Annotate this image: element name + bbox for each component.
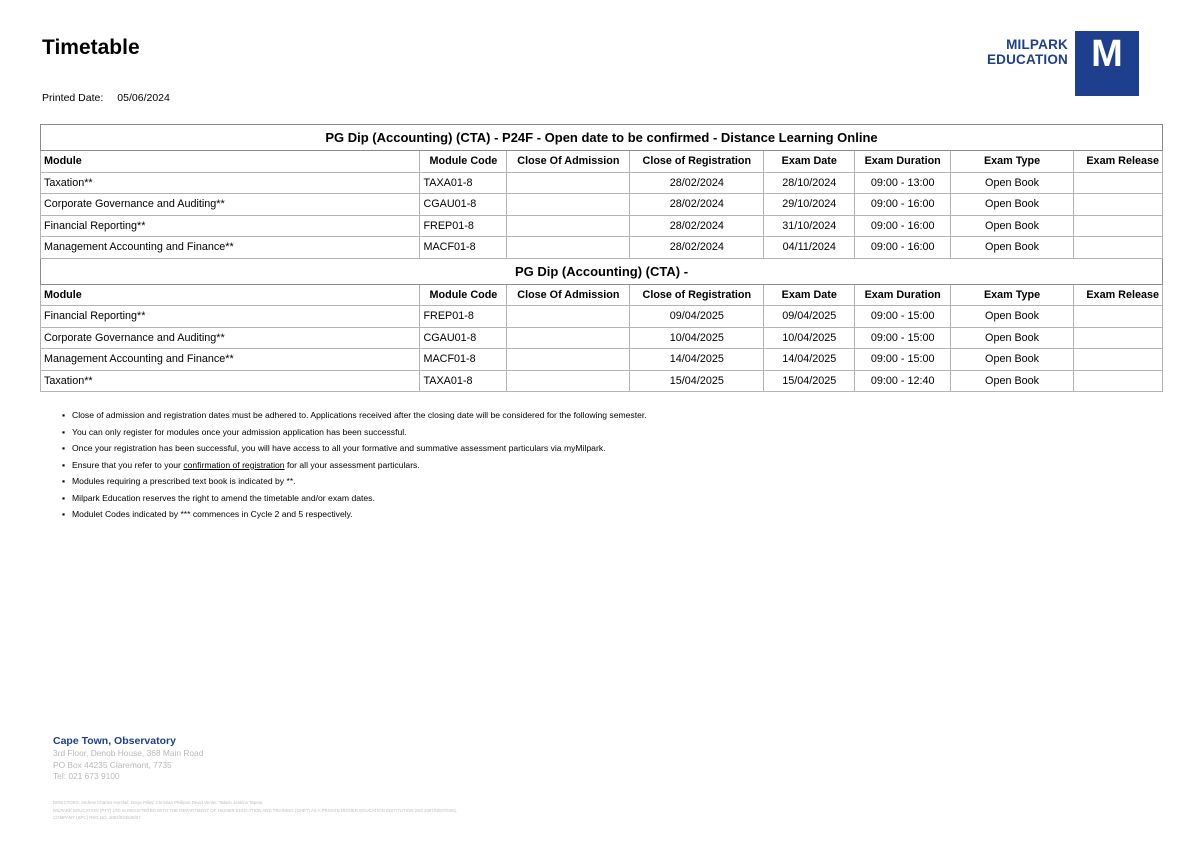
module-code-cell: FREP01-8 (420, 306, 507, 328)
column-header: Exam Release (1073, 151, 1162, 173)
logo-wordmark (962, 37, 1068, 67)
logo-line-1: MILPARK (1006, 37, 1068, 52)
column-header: Exam Date (764, 151, 855, 173)
exam-type-cell: Open Book (951, 349, 1074, 371)
column-header: Module Code (420, 151, 507, 173)
exam-duration-cell: 09:00 - 15:00 (855, 327, 951, 349)
note-item (62, 491, 647, 508)
table-row (41, 327, 1163, 349)
module-cell: Taxation** (41, 370, 420, 392)
footer-directors: DIRECTORS: Andrew Charles Horsfall, Divya Pillay, Christian Phillipus Devid Venter, Tabelo Jenkins Tapela (53, 800, 263, 805)
exam-release-cell (1073, 370, 1162, 392)
logo-line-2: EDUCATION (986, 52, 1068, 67)
bullet-icon: ▪ (62, 443, 66, 453)
note-item (62, 507, 647, 524)
close-of-registration-cell: 10/04/2025 (630, 327, 764, 349)
exam-duration-cell: 09:00 - 12:40 (855, 370, 951, 392)
note-text: Once your registration has been successful, you will have access to all your formative and summative assessment particulars via myMilpark. (72, 443, 606, 453)
exam-date-cell: 15/04/2025 (764, 370, 855, 392)
footer-registration: MILPARK EDUCATION (PTY) LTD IS REGISTERED WITH THE DEPARTMENT OF HIGHER EDUCATION AND TRAINING (DHET) AS A PRIVATE HIGHER EDUCATION INSTITUTION (NO 2007/HE07/005). (53, 807, 458, 813)
bullet-icon: ▪ (62, 509, 66, 519)
note-text: You can only register for modules once your admission application has been successful. (72, 426, 407, 437)
exam-duration-cell: 09:00 - 16:00 (855, 194, 951, 216)
printed-date-value: 05/06/2024 (117, 92, 170, 104)
close-of-registration-cell: 28/02/2024 (630, 172, 764, 194)
timetable-table (40, 124, 1163, 392)
exam-type-cell: Open Book (951, 194, 1074, 216)
close-of-admission-cell (507, 370, 630, 392)
module-code-cell: MACF01-8 (420, 237, 507, 259)
exam-duration-cell: 09:00 - 16:00 (855, 215, 951, 237)
table-row (41, 349, 1163, 371)
module-cell: Corporate Governance and Auditing** (41, 327, 420, 349)
footer-phone: Tel: 021 673 9100 (53, 771, 120, 781)
footer-company-reg: COMPANY (SPC) REG NO. 2004/023548/07 (53, 815, 141, 820)
column-header: Module (41, 151, 420, 173)
printed-date (42, 92, 170, 104)
note-item (62, 474, 647, 491)
exam-type-cell: Open Book (951, 215, 1074, 237)
bullet-icon: ▪ (62, 459, 66, 470)
column-header-row (41, 284, 1163, 306)
exam-duration-cell: 09:00 - 15:00 (855, 306, 951, 328)
table-row (41, 172, 1163, 194)
column-header: Exam Duration (855, 151, 951, 173)
close-of-admission-cell (507, 215, 630, 237)
section-title-row (41, 258, 1163, 284)
exam-type-cell: Open Book (951, 237, 1074, 259)
module-cell: Corporate Governance and Auditing** (41, 194, 420, 216)
module-code-cell: FREP01-8 (420, 215, 507, 237)
close-of-admission-cell (507, 327, 630, 349)
close-of-admission-cell (507, 349, 630, 371)
note-text: for all your assessment particulars. (284, 459, 420, 470)
bullet-icon: ▪ (62, 476, 66, 486)
exam-type-cell: Open Book (951, 327, 1074, 349)
close-of-registration-cell: 28/02/2024 (630, 194, 764, 216)
logo-mark: M (1075, 31, 1139, 96)
module-code-cell: MACF01-8 (420, 349, 507, 371)
timetable-body (41, 125, 1163, 392)
note-text: Close of admission and registration dates must be adhered to. Applications received after the closing date will be considered for the following semester. (72, 410, 647, 420)
section-title: PG Dip (Accounting) (CTA) - (41, 258, 1163, 284)
exam-duration-cell: 09:00 - 13:00 (855, 172, 951, 194)
exam-release-cell (1073, 327, 1162, 349)
exam-date-cell: 04/11/2024 (764, 237, 855, 259)
section-title: PG Dip (Accounting) (CTA) - P24F - Open date to be confirmed - Distance Learning Online (41, 125, 1163, 151)
exam-date-cell: 09/04/2025 (764, 306, 855, 328)
column-header: Close of Registration (630, 151, 764, 173)
confirmation-link[interactable]: confirmation of registration (183, 459, 285, 470)
exam-date-cell: 10/04/2025 (764, 327, 855, 349)
exam-release-cell (1073, 349, 1162, 371)
exam-date-cell: 31/10/2024 (764, 215, 855, 237)
printed-date-label: Printed Date: (42, 92, 104, 104)
module-cell: Financial Reporting** (41, 215, 420, 237)
bullet-icon: ▪ (62, 492, 66, 503)
page-title: Timetable (42, 36, 140, 59)
note-text: Modulet Codes indicated by *** commences in Cycle 2 and 5 respectively. (72, 509, 353, 519)
exam-release-cell (1073, 237, 1162, 259)
note-item (62, 408, 647, 425)
exam-date-cell: 29/10/2024 (764, 194, 855, 216)
close-of-admission-cell (507, 237, 630, 259)
close-of-admission-cell (507, 194, 630, 216)
bullet-icon: ▪ (62, 426, 66, 437)
exam-release-cell (1073, 306, 1162, 328)
table-row (41, 370, 1163, 392)
exam-type-cell: Open Book (951, 370, 1074, 392)
close-of-registration-cell: 28/02/2024 (630, 237, 764, 259)
close-of-registration-cell: 09/04/2025 (630, 306, 764, 328)
column-header: Close of Registration (630, 284, 764, 306)
note-item (62, 441, 647, 458)
table-row (41, 215, 1163, 237)
footer-address-line: 3rd Floor, Denob House, 368 Main Road (53, 748, 204, 758)
column-header: Exam Release (1073, 284, 1162, 306)
exam-type-cell: Open Book (951, 172, 1074, 194)
notes-list (62, 408, 647, 524)
footer-address-line: PO Box 44235 Claremont, 7735 (53, 759, 172, 770)
exam-duration-cell: 09:00 - 15:00 (855, 349, 951, 371)
module-cell: Taxation** (41, 172, 420, 194)
footer-legal (53, 799, 457, 822)
exam-date-cell: 14/04/2025 (764, 349, 855, 371)
close-of-registration-cell: 15/04/2025 (630, 370, 764, 392)
note-item (62, 458, 647, 475)
note-text: Ensure that you refer to your (72, 459, 184, 470)
close-of-admission-cell (507, 306, 630, 328)
module-cell: Financial Reporting** (41, 306, 420, 328)
exam-release-cell (1073, 172, 1162, 194)
module-cell: Management Accounting and Finance** (41, 237, 420, 259)
note-text: Modules requiring a prescribed text book is indicated by **. (72, 476, 296, 486)
exam-release-cell (1073, 215, 1162, 237)
module-code-cell: CGAU01-8 (420, 327, 507, 349)
note-item (62, 425, 647, 442)
footer-city: Cape Town, Observatory (53, 735, 176, 747)
exam-release-cell (1073, 194, 1162, 216)
table-row (41, 237, 1163, 259)
exam-date-cell: 28/10/2024 (764, 172, 855, 194)
bullet-icon: ▪ (62, 410, 66, 420)
close-of-admission-cell (507, 172, 630, 194)
footer-address (53, 748, 203, 783)
column-header: Exam Type (951, 151, 1074, 173)
module-cell: Management Accounting and Finance** (41, 349, 420, 371)
column-header: Module Code (420, 284, 507, 306)
exam-type-cell: Open Book (951, 306, 1074, 328)
table-row (41, 194, 1163, 216)
note-text: Milpark Education reserves the right to amend the timetable and/or exam dates. (72, 492, 375, 503)
section-title-row (41, 125, 1163, 151)
close-of-registration-cell: 14/04/2025 (630, 349, 764, 371)
exam-duration-cell: 09:00 - 16:00 (855, 237, 951, 259)
column-header: Exam Duration (855, 284, 951, 306)
column-header: Close Of Admission (507, 151, 630, 173)
column-header: Module (41, 284, 420, 306)
column-header: Exam Type (951, 284, 1074, 306)
module-code-cell: CGAU01-8 (420, 194, 507, 216)
module-code-cell: TAXA01-8 (420, 370, 507, 392)
column-header: Close Of Admission (507, 284, 630, 306)
column-header: Exam Date (764, 284, 855, 306)
close-of-registration-cell: 28/02/2024 (630, 215, 764, 237)
column-header-row (41, 151, 1163, 173)
table-row (41, 306, 1163, 328)
module-code-cell: TAXA01-8 (420, 172, 507, 194)
